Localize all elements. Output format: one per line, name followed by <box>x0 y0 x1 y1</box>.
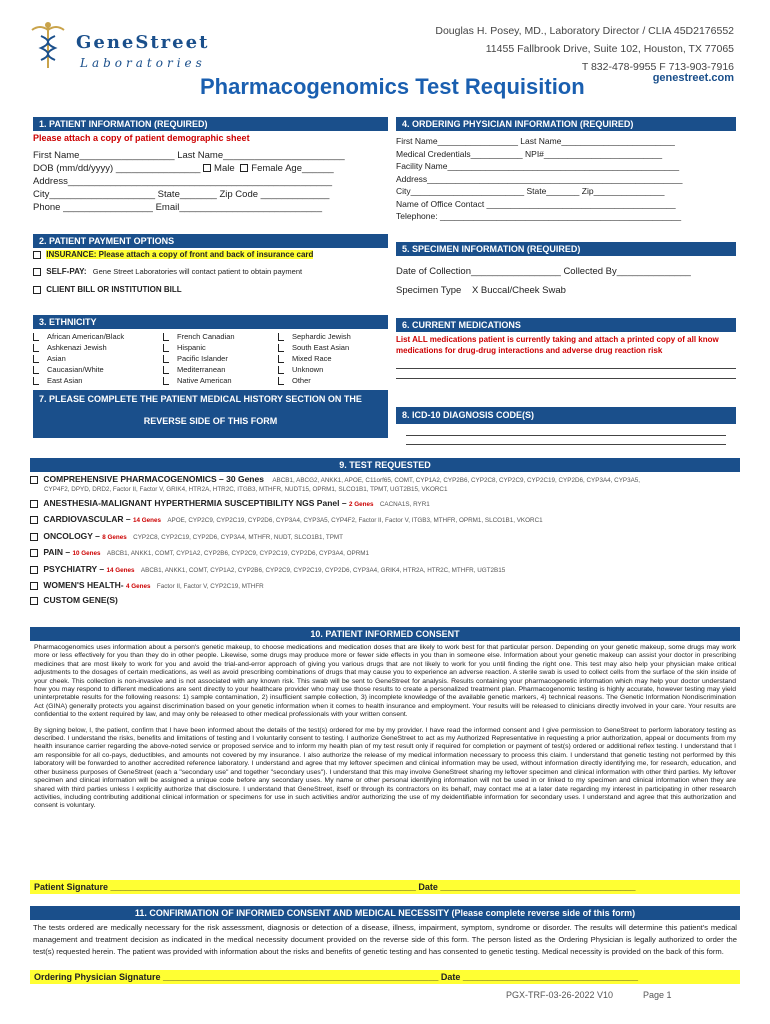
test-option-anesthesia <box>30 498 740 508</box>
patient-phone-email-field[interactable]: Phone _________________ Email___________________________ <box>33 202 322 213</box>
physician-signature-field[interactable]: Ordering Physician Signature _______________________________________________________ Date ___________________________________ <box>30 970 740 984</box>
ethnicity-label: Caucasian/White <box>47 365 104 374</box>
insurance-option <box>33 250 388 259</box>
test-name: PSYCHIATRY – <box>43 564 105 574</box>
ethnicity-checkbox[interactable] <box>278 333 284 341</box>
ethnicity-col-2 <box>163 331 278 386</box>
test-checkbox[interactable] <box>30 476 38 484</box>
test-option-custom <box>30 595 740 605</box>
facility-name-field[interactable]: Facility Name_________________________________________________ <box>396 161 680 171</box>
male-label: Male <box>214 163 235 174</box>
ethnicity-option[interactable] <box>33 342 163 353</box>
logo-sub: Laboratories <box>80 56 206 70</box>
ethnicity-checkbox[interactable] <box>163 366 169 374</box>
ethnicity-option[interactable] <box>278 331 388 342</box>
medical-history-notice <box>33 390 388 438</box>
ethnicity-checkbox[interactable] <box>33 355 39 363</box>
ethnicity-option[interactable] <box>33 331 163 342</box>
patient-name-field[interactable]: First Name__________________ Last Name_______________________ <box>33 150 345 161</box>
ethnicity-option[interactable] <box>278 364 388 375</box>
ethnicity-checkbox[interactable] <box>278 344 284 352</box>
physician-address-field[interactable]: Address______________________________________________________ <box>396 173 683 184</box>
ethnicity-checkbox[interactable] <box>278 366 284 374</box>
ethnicity-checkbox[interactable] <box>33 344 39 352</box>
patient-info-section <box>33 117 388 214</box>
ethnicity-label: Asian <box>47 354 66 363</box>
test-genes: CACNA1S, RYR1 <box>379 501 430 508</box>
selfpay-option <box>33 267 388 276</box>
test-gene-count: 8 Genes <box>102 534 127 541</box>
test-genes-line2: CYP4F2, DPYD, DRD2, Factor II, Factor V, GRIK4, HTR2A, HTR2C, ITGB3, MTHFR, NUDT15, OPRM1, SLCO1B1, TPMT, UGT2B15, VKORC1 <box>44 486 448 493</box>
test-gene-count: 14 Genes <box>132 517 161 524</box>
ethnicity-col-1 <box>33 331 163 386</box>
test-checkbox[interactable] <box>30 582 38 590</box>
test-name: WOMEN'S HEALTH- <box>43 580 124 590</box>
ethnicity-checkbox[interactable] <box>33 377 39 385</box>
ethnicity-checkbox[interactable] <box>163 377 169 385</box>
ethnicity-section <box>33 315 388 386</box>
lab-director: Douglas H. Posey, MD., Laboratory Director / CLIA 45D2176552 <box>435 25 734 37</box>
test-genes: CYP2C8, CYP2C19, CYP2D6, CYP3A4, MTHFR, NUDT, SLCO1B1, TPMT <box>133 534 344 541</box>
lab-website[interactable]: genestreet.com <box>652 72 734 84</box>
ethnicity-checkbox[interactable] <box>33 333 39 341</box>
office-contact-field[interactable]: Name of Office Contact ________________________________________ <box>396 198 676 209</box>
ethnicity-option[interactable] <box>278 342 388 353</box>
specimen-type-value[interactable]: X Buccal/Cheek Swab <box>471 285 566 296</box>
test-gene-count: 14 Genes <box>106 567 135 574</box>
confirmation-section <box>30 906 740 958</box>
client-bill-label: CLIENT BILL OR INSTITUTION BILL <box>46 285 182 294</box>
test-genes: Factor II, Factor V, CYP2C19, MTHFR <box>156 583 264 590</box>
ethnicity-label: East Asian <box>47 376 83 385</box>
current-medications-section <box>396 318 736 379</box>
caduceus-icon <box>28 20 68 70</box>
insurance-label: INSURANCE: Please attach a copy of front and back of insurance card <box>46 250 314 259</box>
male-checkbox[interactable] <box>203 164 211 172</box>
female-age-label: Female Age______ <box>251 163 334 174</box>
test-genes: ABCB1, ABCG2, ANKK1, APOE, C11orf65, COMT, CYP1A2, CYP2B6, CYP2C8, CYP2C9, CYP2C19, CYP2D6, CYP3A4, CYP3A5, <box>272 477 641 484</box>
test-checkbox[interactable] <box>30 566 38 574</box>
ethnicity-option[interactable] <box>278 353 388 364</box>
ethnicity-label: French Canadian <box>177 332 235 341</box>
physician-telephone-field[interactable]: Telephone: ___________________________________________________ <box>396 211 682 221</box>
ethnicity-checkbox[interactable] <box>163 333 169 341</box>
ethnicity-label: Other <box>292 376 311 385</box>
physician-city-field[interactable]: City________________________ State_______ Zip_______________ <box>396 186 665 196</box>
ethnicity-label: Ashkenazi Jewish <box>47 343 107 352</box>
lab-phone: T 832-478-9955 F 713-903-7916 <box>581 61 734 73</box>
ethnicity-label: South East Asian <box>292 343 350 352</box>
physician-info-section <box>396 117 736 223</box>
test-name: CUSTOM GENE(S) <box>43 595 118 605</box>
confirmation-heading: 11. CONFIRMATION OF INFORMED CONSENT AND MEDICAL NECESSITY (Please complete reverse side of this form) <box>30 906 740 920</box>
female-checkbox[interactable] <box>240 164 248 172</box>
medical-history-line1: 7. PLEASE COMPLETE THE PATIENT MEDICAL HISTORY SECTION ON THE <box>39 394 362 404</box>
icd10-line[interactable] <box>406 424 726 436</box>
test-option-comprehensive <box>30 474 740 484</box>
test-checkbox[interactable] <box>30 533 38 541</box>
test-checkbox[interactable] <box>30 597 38 605</box>
ethnicity-option[interactable] <box>163 375 278 386</box>
test-option-womens-health <box>30 580 740 590</box>
test-genes: ABCB1, ANKK1, COMT, CYP1A2, CYP2B6, CYP2C9, CYP2C19, CYP2D6, CYP3A4, GRIK4, HTR2A, HTR2C, MTHFR, UGT2B15 <box>140 567 506 574</box>
page-title: Pharmacogenomics Test Requisition <box>200 74 585 99</box>
collection-date-field[interactable]: Date of Collection_________________ Collected By______________ <box>396 266 691 277</box>
patient-address-field[interactable]: Address__________________________________________________ <box>33 176 333 187</box>
ethnicity-option[interactable] <box>33 364 163 375</box>
test-genes-continued <box>30 484 740 494</box>
ethnicity-checkbox[interactable] <box>163 355 169 363</box>
ethnicity-option[interactable] <box>163 331 278 342</box>
payment-options-section <box>33 234 388 294</box>
selfpay-note: Gene Street Laboratories will contact patient to obtain payment <box>92 267 303 276</box>
client-bill-checkbox[interactable] <box>33 286 41 294</box>
test-name: ANESTHESIA-MALIGNANT HYPERTHERMIA SUSCEPTIBILITY NGS Panel – <box>43 498 347 508</box>
ethnicity-label: Native American <box>177 376 232 385</box>
test-gene-count: 2 Genes <box>348 501 374 508</box>
test-checkbox[interactable] <box>30 516 38 524</box>
payment-options-heading: 2. PATIENT PAYMENT OPTIONS <box>33 234 388 248</box>
specimen-info-heading: 5. SPECIMEN INFORMATION (REQUIRED) <box>396 242 736 256</box>
ethnicity-option[interactable] <box>163 364 278 375</box>
ethnicity-option[interactable] <box>33 353 163 364</box>
patient-city-field[interactable]: City____________________ State_______ Zip Code _____________ <box>33 189 330 200</box>
patient-signature-field[interactable]: Patient Signature _____________________________________________________________ Date _______________________________________ <box>30 880 740 894</box>
ethnicity-option[interactable] <box>163 353 278 364</box>
consent-paragraph-2: By signing below, I, the patient, confirm that I have been informed about the details of the test(s) ordered for me by my provider. I have read the informed consent and I give permission to GeneStreet to perform laboratory testing as described. I understand the risks, benefits and limitations of testing and I voluntarily consent to testing. I authorize GeneStreet to act as my Authorized Representative in requesting a prior authorization, appeal or documents from my health insurance carrier regarding the above-noted service or proposed service and to inform my health plan of my test result only if required for completion or payment of test(s) ordered or additional reflex testing. I understand that I am responsible for all co-pays, deductibles, and amounts not covered by my insurance. I also authorize the release of my medical information necessary to process this claim. I understand that genetic testing not performed by this laboratory will be forwarded to another accredited reference laboratory. I understand and agree that my leftover specimen and clinical information may be used, without information directly identifying me, for research, education, and other business purposes of GeneStreet (each a "secondary use" and together "secondary uses"). I understand that this may involve GeneStreet sharing my leftover specimen and clinical information with other third parties. My leftover specimen and clinical information will be assigned a unique code before any secondary uses. My name or other personal identifying information will not be used in or linked to my specimen and clinical information when they are shared with third parties unless I explicitly authorize that disclosure. I understand that GeneStreet, itself or through its contractors on its behalf, may contact me at a later date regarding my interest in participating in other research activities, including contributing additional clinical information or specimens for use in such activities and/or authorizing the use of my deidentifiable information for secondary uses. I understand and agree that this authorization and consent is voluntary. <box>34 726 736 810</box>
test-name: PAIN – <box>43 547 71 557</box>
ethnicity-checkbox[interactable] <box>33 366 39 374</box>
icd10-section <box>396 407 736 445</box>
ethnicity-checkbox[interactable] <box>163 344 169 352</box>
informed-consent-section <box>30 627 740 811</box>
ethnicity-label: Mixed Race <box>292 354 332 363</box>
ethnicity-label: Sephardic Jewish <box>292 332 351 341</box>
test-name: COMPREHENSIVE PHARMACOGENOMICS – 30 Genes <box>43 474 264 484</box>
specimen-type-label: Specimen Type <box>396 285 462 296</box>
medications-line[interactable] <box>396 358 736 369</box>
selfpay-label: SELF-PAY: <box>46 267 87 276</box>
ethnicity-option[interactable] <box>33 375 163 386</box>
test-option-oncology <box>30 531 740 541</box>
ethnicity-heading: 3. ETHNICITY <box>33 315 388 329</box>
physician-credentials-field[interactable]: Medical Credentials___________ NPI#_________________________ <box>396 148 663 159</box>
logo-name: GeneStreet <box>76 32 210 53</box>
test-checkbox[interactable] <box>30 549 38 557</box>
test-option-psychiatry <box>30 564 740 574</box>
tests-requested-section <box>30 458 740 605</box>
physician-name-field[interactable]: First Name_________________ Last Name________________________ <box>396 136 675 146</box>
test-option-pain <box>30 547 740 557</box>
patient-dob-sex-row <box>33 162 388 175</box>
test-genes: ABCB1, ANKK1, COMT, CYP1A2, CYP2B6, CYP2C9, CYP2C19, CYP2D6, CYP3A4, OPRM1 <box>106 550 370 557</box>
ethnicity-label: African American/Black <box>47 332 125 341</box>
ethnicity-label: Mediterranean <box>177 365 226 374</box>
ethnicity-checkbox[interactable] <box>278 355 284 363</box>
insurance-checkbox[interactable] <box>33 251 41 259</box>
current-medications-heading: 6. CURRENT MEDICATIONS <box>396 318 736 332</box>
test-name: ONCOLOGY – <box>43 531 100 541</box>
patient-info-heading: 1. PATIENT INFORMATION (REQUIRED) <box>33 117 388 131</box>
ethnicity-col-3 <box>278 331 388 386</box>
client-bill-option <box>33 285 388 294</box>
ethnicity-checkbox[interactable] <box>278 377 284 385</box>
consent-paragraph-1: Pharmacogenomics uses information about a person's genetic makeup, to choose medications and medication doses that are likely to work best for that particular person. Depending on your genetic makeup, some drugs may work more or less effectively for you than they do in other people. Likewise, some drugs may produce more or fewer side effects in you than in someone else. Information about your genetic makeup can assist your doctor in prescribing medicines that are most likely to work for you and avoid the trial-and-error approach of giving you various drugs that are not likely to work for you until finding the right one. This test may also help your physician make critical adjustments to the dosages of certain medications, as well as avoid prescribing combinations of drugs that may cause you to experience an adverse reaction. A sterile swab is used to collect cells from the surface of the skin inside of your cheek. This collection is non-invasive and is not associated with any known risk. This swab will be sent to GeneStreet for analysis. Results containing your pharmacogenetic information which may help your doctor understand how you may respond to different medications are sent directly to your healthcare provider who may use those results to create a personalized treatment plan. Pharmacogenomic testing is highly accurate, however testing may yield uninterpretable results for the following reasons: 1) sample contamination, 2) insufficient sample collection, 3) incomplete knowledge of the available genetic markers, 4) technical reasons. The Genetic Information Nondiscrimination Act (GINA) generally protects you against discrimination based on your genetic information when it comes to health insurance and employment. Your results will be released to clinicians directly involved in your care. Your results are confidential to the extent required by law, and may only be released to other medical professionals with your written consent. <box>34 644 736 719</box>
medical-history-line2: REVERSE SIDE OF THIS FORM <box>143 416 278 426</box>
patient-dob-field[interactable]: DOB (mm/dd/yyyy) ________________ <box>33 163 201 174</box>
page-number: Page 1 <box>643 990 672 1000</box>
test-gene-count: 4 Genes <box>126 583 151 590</box>
ethnicity-label: Hispanic <box>177 343 206 352</box>
company-logo <box>28 20 218 70</box>
specimen-type-row <box>396 284 736 297</box>
test-option-cardiovascular <box>30 514 740 524</box>
ethnicity-label: Pacific Islander <box>177 354 228 363</box>
tests-requested-heading: 9. TEST REQUESTED <box>30 458 740 472</box>
ethnicity-label: Unknown <box>292 365 324 374</box>
ethnicity-option[interactable] <box>163 342 278 353</box>
icd10-line[interactable] <box>406 436 726 445</box>
physician-info-heading: 4. ORDERING PHYSICIAN INFORMATION (REQUIRED) <box>396 117 736 131</box>
lab-address: 11455 Fallbrook Drive, Suite 102, Houston, TX 77065 <box>485 43 734 55</box>
confirmation-paragraph: The tests ordered are medically necessary for the risk assessment, diagnosis or detection of a disease, illness, impairment, symptom, syndrome or disorder. The results will determine this patient's medical management and treatment decision as indicated in the medical necessity document provided on the reverse side of this form. The person listed as the Ordering Physician is legally authorized to order the test(s) requested herein. The patient was provided with information about the risks and benefits of genetic testing and has consented to genetic testing. Medical necessity is provided on the back of this form. <box>33 923 737 956</box>
ethnicity-option[interactable] <box>278 375 388 386</box>
specimen-info-section <box>396 242 736 297</box>
lab-contact-block <box>435 22 734 76</box>
current-medications-note: List ALL medications patient is currently taking and attach a printed copy of all know medications for drug-drug interactions and adverse drug reaction risk <box>396 335 719 355</box>
test-checkbox[interactable] <box>30 500 38 508</box>
informed-consent-heading: 10. PATIENT INFORMED CONSENT <box>30 627 740 641</box>
icd10-heading: 8. ICD-10 DIAGNOSIS CODE(S) <box>396 407 736 424</box>
medications-line[interactable] <box>396 369 736 379</box>
test-gene-count: 10 Genes <box>72 550 101 557</box>
patient-demographic-note: Please attach a copy of patient demographic sheet <box>33 133 250 143</box>
form-code: PGX-TRF-03-26-2022 V10 <box>506 990 614 1000</box>
test-name: CARDIOVASCULAR – <box>43 514 131 524</box>
selfpay-checkbox[interactable] <box>33 268 41 276</box>
test-genes: APOE, CYP2C9, CYP2C19, CYP2D6, CYP3A4, CYP3A5, CYP4F2, Factor II, Factor V, ITGB3, MTHFR, OPRM1, SLCO1B1, VKORC1 <box>167 517 543 524</box>
